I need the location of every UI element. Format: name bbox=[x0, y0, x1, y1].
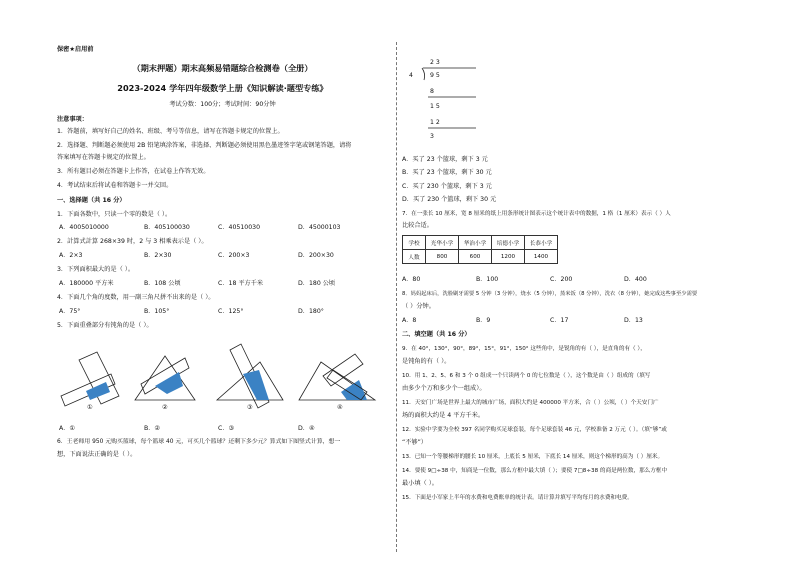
table-header-cell: 华治小学 bbox=[459, 236, 492, 250]
q1-stem: 1．下面各数中，只读一个零的数是（ ）。 bbox=[57, 211, 172, 218]
division-divisor: 4 bbox=[409, 72, 413, 79]
section2-heading: 二、填空题（共 16 分） bbox=[402, 331, 471, 338]
q6-line1: 6．王老师用 950 元购买篮球，每个篮球 40 元，可买几个篮球？还剩下多少元？算式如下图竖式计算，想一 bbox=[57, 439, 341, 445]
q6-option-c: C．买了 230 个篮球，剩下 3 元 bbox=[402, 183, 492, 190]
q3-stem: 3．下列面积最大的是（ ）。 bbox=[57, 266, 135, 273]
table-header-cell: 光华小学 bbox=[426, 236, 459, 250]
q12-line1: 12．实验中学要为全校 397 名同学购买足球套装，每个足球套装 46 元，学校准备 2 万元（ ）。（填“够”或 bbox=[402, 427, 667, 433]
table-header-cell: 学校 bbox=[403, 236, 426, 250]
division-step1: 8 bbox=[430, 88, 434, 95]
q5-stem: 5．下面重叠部分有钝角的是（ ）。 bbox=[57, 322, 153, 329]
q5-option-c: C．③ bbox=[218, 425, 235, 432]
q7-table bbox=[402, 235, 558, 264]
q6-option-a: A．买了 23 个篮球，剩下 3 元 bbox=[402, 156, 488, 163]
q5-figure-4 bbox=[299, 354, 375, 400]
division-remainder: 3 bbox=[430, 133, 434, 140]
q8-option-b: B．9 bbox=[476, 317, 491, 324]
q7-option-a: A．80 bbox=[402, 276, 421, 283]
q1-option-a: A．4005010000 bbox=[59, 224, 109, 231]
q5-option-d: D．④ bbox=[298, 425, 315, 432]
q2-option-a: A．2×3 bbox=[59, 252, 83, 259]
q2-stem: 2．計算式計算 268×39 时，2 与 3 相乘表示是（ ）。 bbox=[57, 238, 208, 245]
table-cell: 人数 bbox=[403, 250, 426, 264]
q7-option-d: D．400 bbox=[624, 276, 647, 283]
q6-option-d: D．买了 230 个篮球，剩下 30 元 bbox=[402, 196, 497, 203]
q4-option-a: A．75° bbox=[59, 308, 81, 315]
note-item: 4．考试结束后将试卷和答题卡一并交回。 bbox=[57, 182, 173, 189]
q5-figure-3 bbox=[217, 344, 283, 408]
q1-option-d: D．45000103 bbox=[298, 224, 341, 231]
table-header-cell: 培德小学 bbox=[492, 236, 525, 250]
q14-line2: 最小填（ ）。 bbox=[402, 480, 438, 487]
exam-subtitle: 2023-2024 学年四年级数学上册《知识解读·题型专练》 bbox=[117, 83, 328, 93]
table-row bbox=[403, 250, 558, 264]
q8-option-c: C．17 bbox=[550, 317, 569, 324]
q8-line1: 8．妈妈起床后，洗脸刷牙需要 5 分钟（3 分钟），烧水（5 分钟），蒸米饭（8 分钟），洗衣（8 分钟），她完成这些事至少需要 bbox=[402, 291, 698, 297]
q9-line1: 9．在 40°，130°，90°，89°，15°，91°，150° 这些角中，是锐角的有（ ），是直角的有（ ）， bbox=[402, 346, 646, 352]
column-divider bbox=[396, 42, 397, 552]
q3-option-c: C．18 平方千米 bbox=[218, 280, 264, 287]
table-cell: 1400 bbox=[525, 250, 558, 264]
q10-line2: 由多少个万和多少个一组成）。 bbox=[402, 385, 486, 392]
q5-option-b: B．② bbox=[144, 425, 160, 432]
q5-figure-label-1: ① bbox=[87, 404, 93, 411]
division-step2: 1 5 bbox=[430, 103, 440, 110]
q4-option-c: C．125° bbox=[218, 308, 244, 315]
table-cell: 1200 bbox=[492, 250, 525, 264]
exam-title: （期末押题）期末高频易错题综合检测卷（全册） bbox=[132, 63, 313, 73]
q4-stem: 4．下面几个角的度数，用一副三角尺拼不出来的是（ ）。 bbox=[57, 294, 215, 301]
q2-option-c: C．200×3 bbox=[218, 252, 250, 259]
q8-option-a: A．8 bbox=[402, 317, 417, 324]
q1-option-b: B．405100030 bbox=[144, 224, 190, 231]
division-lines bbox=[416, 66, 476, 134]
q10-line1: 10．用 1、2、5、6 和 3 个 0 组成一个只读两个 0 的七位数是（ ），这个数是由（ ）组成的（填写 bbox=[402, 373, 651, 379]
q5-figure-label-2: ② bbox=[162, 404, 168, 411]
q8-option-d: D．13 bbox=[624, 317, 643, 324]
table-header-cell: 长恭小学 bbox=[525, 236, 558, 250]
division-dividend: 9 5 bbox=[430, 72, 440, 79]
note-item: 1．答题前，填写好自己的姓名、班级、考号等信息，请写在答题卡规定的位置上。 bbox=[57, 128, 284, 135]
q5-figure-2 bbox=[135, 356, 195, 400]
q1-option-c: C．40510030 bbox=[218, 224, 261, 231]
q5-figure-1 bbox=[61, 352, 119, 406]
q3-option-b: B．108 公顷 bbox=[144, 280, 181, 287]
q14-line1: 14．要使 9□÷38 中，知商是一位数，那么方框中最大填（ ）；要使 7□8÷38 的商是两位数，那么方框中 bbox=[402, 468, 668, 474]
q11-line2: 场的面积大约是 4 平方千米。 bbox=[402, 412, 485, 419]
q13: 13．已知一个等腰梯形的腰长 10 厘米，上底长 5 厘米，下底长 14 厘米，则这个梯形的高为（ ）厘米。 bbox=[402, 454, 664, 460]
q15: 15．下面是小军家上半年的水费和电费账单的统计表。请计算并填写平均每月的水费和电费。 bbox=[402, 495, 633, 501]
section1-heading: 一、选择题（共 16 分） bbox=[57, 197, 126, 204]
table-cell: 600 bbox=[459, 250, 492, 264]
q8-line2: （ ）分钟。 bbox=[402, 303, 435, 310]
table-row bbox=[403, 236, 558, 250]
q3-option-a: A．180000 平方米 bbox=[59, 280, 114, 287]
table-cell: 800 bbox=[426, 250, 459, 264]
notes-heading: 注意事项： bbox=[57, 116, 88, 123]
exam-info: 考试分数：100分；考试时间：90分钟 bbox=[169, 101, 276, 108]
q11-line1: 11．天安门广场是世界上最大的城市广场，面积大约是 400000 平方米，合（ ）公顷，（ ）个天安门广 bbox=[402, 400, 659, 406]
q2-option-d: D．200×30 bbox=[298, 252, 334, 259]
note-item: 2．选择题、判断题必须使用 2B 铅笔填涂答案，非选择、判断题必须使用黑色墨迹签字笔或钢笔答题，请将 bbox=[57, 142, 352, 149]
q4-option-d: D．180° bbox=[298, 308, 324, 315]
q5-figure-label-3: ③ bbox=[247, 404, 253, 411]
q2-option-b: B．2×30 bbox=[144, 252, 172, 259]
q5-figure-label-4: ④ bbox=[337, 404, 343, 411]
q12-line2: “不够”） bbox=[402, 439, 427, 446]
q4-option-b: B．105° bbox=[144, 308, 170, 315]
q7-option-c: C．200 bbox=[550, 276, 573, 283]
q7-line2: 比较合适。 bbox=[402, 222, 433, 229]
note-item: 答案填写在答题卡规定的位置上。 bbox=[57, 154, 150, 161]
q7-line1: 7．在一张长 10 厘米，宽 8 厘米的纸上用条形统计图表示这个统计表中的数据，1 格（1 厘米）表示（ ）人 bbox=[402, 211, 671, 217]
q7-option-b: B．100 bbox=[476, 276, 499, 283]
q3-option-d: D．180 公顷 bbox=[298, 280, 336, 287]
secret-label: 保密★启用前 bbox=[57, 46, 94, 53]
q5-figures bbox=[55, 340, 390, 412]
note-item: 3．所有题目必须在答题卡上作答，在试卷上作答无效。 bbox=[57, 168, 210, 175]
q5-option-a: A．① bbox=[59, 425, 75, 432]
division-quotient: 2 3 bbox=[430, 59, 440, 66]
q6-line2: 想，下面说法正确的是（ ）。 bbox=[57, 451, 137, 458]
division-step3: 1 2 bbox=[430, 119, 440, 126]
q6-option-b: B．买了 23 个篮球，剩下 30 元 bbox=[402, 169, 492, 176]
q9-line2: 是钝角的有（ ）。 bbox=[402, 358, 451, 365]
